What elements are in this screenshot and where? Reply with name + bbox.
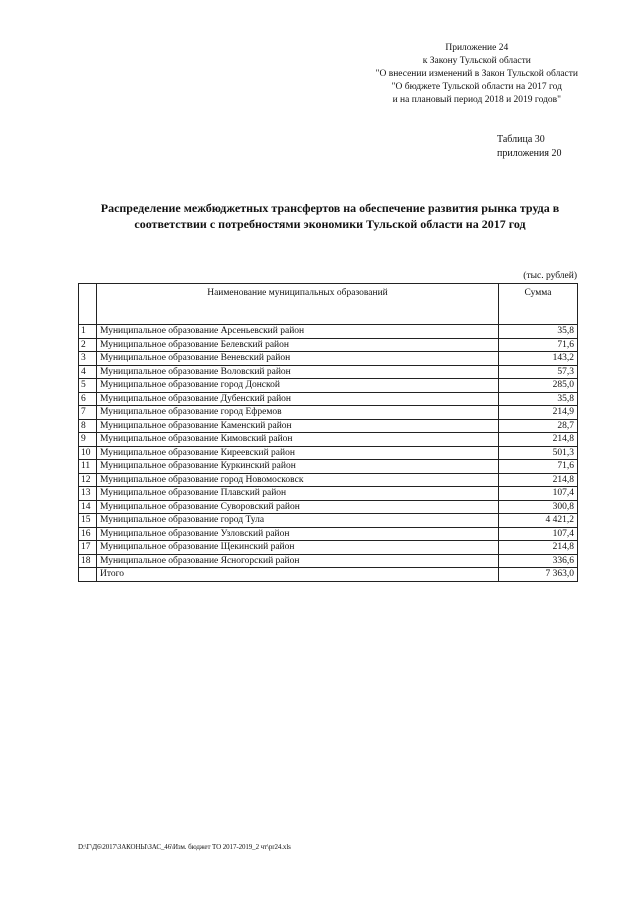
table-row (79, 514, 578, 528)
row-name: Муниципальное образование Плавский район (97, 487, 499, 501)
row-number: 8 (79, 419, 97, 433)
table-row (79, 433, 578, 447)
row-sum: 214,9 (499, 406, 578, 420)
row-sum: 300,8 (499, 500, 578, 514)
file-path-footer: D:\Г\Д6\2017\ЗАКОНЫ\ЗАС_46\Изм. бюджет ТО 2017-2019_2 чт\pr24.xls (78, 843, 291, 851)
row-name: Муниципальное образование Каменский район (97, 419, 499, 433)
appendix-law-title-1: "О внесении изменений в Закон Тульской области (375, 69, 578, 79)
row-sum: 35,8 (499, 325, 578, 339)
table-number: Таблица 30 (497, 134, 545, 145)
row-sum: 107,4 (499, 487, 578, 501)
table-row (79, 325, 578, 339)
table-row (79, 392, 578, 406)
row-number: 10 (79, 446, 97, 460)
table-row (79, 554, 578, 568)
table-row (79, 446, 578, 460)
row-sum: 4 421,2 (499, 514, 578, 528)
transfers-table (78, 283, 578, 582)
row-name: Муниципальное образование Дубенский район (97, 392, 499, 406)
table-body (79, 325, 578, 582)
table-row (79, 352, 578, 366)
row-name: Муниципальное образование Щекинский район (97, 541, 499, 555)
row-name: Муниципальное образование город Тула (97, 514, 499, 528)
row-name: Муниципальное образование Кимовский район (97, 433, 499, 447)
row-sum: 214,8 (499, 433, 578, 447)
title-line-1: Распределение межбюджетных трансфертов на обеспечение развития рынка труда в (100, 201, 560, 215)
row-number: 5 (79, 379, 97, 393)
appendix-number: Приложение 24 (445, 43, 509, 53)
row-number: 11 (79, 460, 97, 474)
header-name-cell: Наименование муниципальных образований (97, 284, 499, 325)
appendix-header (376, 42, 578, 107)
appendix-law-title-2: "О бюджете Тульской области на 2017 год (391, 82, 562, 92)
row-number: 6 (79, 392, 97, 406)
row-name: Муниципальное образование Узловский район (97, 527, 499, 541)
row-number: 14 (79, 500, 97, 514)
row-name: Муниципальное образование Воловский район (97, 365, 499, 379)
document-title (70, 200, 590, 232)
row-name: Муниципальное образование Куркинский район (97, 460, 499, 474)
row-sum: 501,3 (499, 446, 578, 460)
row-name: Муниципальное образование Ясногорский район (97, 554, 499, 568)
row-sum: 35,8 (499, 392, 578, 406)
row-sum: 28,7 (499, 419, 578, 433)
appendix-law-ref: к Закону Тульской области (422, 56, 531, 66)
header-number-cell (79, 284, 97, 325)
table-row (79, 379, 578, 393)
table-row (79, 338, 578, 352)
total-sum: 7 363,0 (499, 568, 578, 582)
row-sum: 71,6 (499, 338, 578, 352)
table-appendix: приложения 20 (497, 147, 562, 159)
table-row (79, 406, 578, 420)
row-number: 17 (79, 541, 97, 555)
row-number: 12 (79, 473, 97, 487)
total-row (79, 568, 578, 582)
appendix-law-title-3: и на плановый период 2018 и 2019 годов" (392, 95, 562, 105)
table-row (79, 460, 578, 474)
row-name: Муниципальное образование Арсеньевский район (97, 325, 499, 339)
row-name: Муниципальное образование город Новомосковск (97, 473, 499, 487)
table-header-row (79, 284, 578, 325)
row-sum: 214,8 (499, 473, 578, 487)
row-sum: 285,0 (499, 379, 578, 393)
table-row (79, 500, 578, 514)
table-row (79, 473, 578, 487)
row-number: 16 (79, 527, 97, 541)
title-line-2: соответствии с потребностями экономики Тульской области на 2017 год (134, 217, 526, 231)
row-number: 7 (79, 406, 97, 420)
row-name: Муниципальное образование Суворовский район (97, 500, 499, 514)
row-number: 9 (79, 433, 97, 447)
row-number: 2 (79, 338, 97, 352)
row-sum: 336,6 (499, 554, 578, 568)
units-label: (тыс. рублей) (523, 271, 577, 281)
row-number: 4 (79, 365, 97, 379)
table-row (79, 419, 578, 433)
total-label: Итого (97, 568, 499, 582)
row-sum: 214,8 (499, 541, 578, 555)
table-row (79, 365, 578, 379)
row-sum: 57,3 (499, 365, 578, 379)
header-sum-cell: Сумма (499, 284, 578, 325)
table-reference (497, 133, 561, 160)
row-number: 3 (79, 352, 97, 366)
row-sum: 107,4 (499, 527, 578, 541)
row-number: 13 (79, 487, 97, 501)
row-name: Муниципальное образование Белевский район (97, 338, 499, 352)
total-number-cell (79, 568, 97, 582)
row-name: Муниципальное образование город Донской (97, 379, 499, 393)
row-name: Муниципальное образование Киреевский район (97, 446, 499, 460)
row-sum: 71,6 (499, 460, 578, 474)
row-sum: 143,2 (499, 352, 578, 366)
row-number: 1 (79, 325, 97, 339)
table-row (79, 527, 578, 541)
table-row (79, 541, 578, 555)
row-number: 15 (79, 514, 97, 528)
row-number: 18 (79, 554, 97, 568)
row-name: Муниципальное образование город Ефремов (97, 406, 499, 420)
table-row (79, 487, 578, 501)
row-name: Муниципальное образование Веневский район (97, 352, 499, 366)
